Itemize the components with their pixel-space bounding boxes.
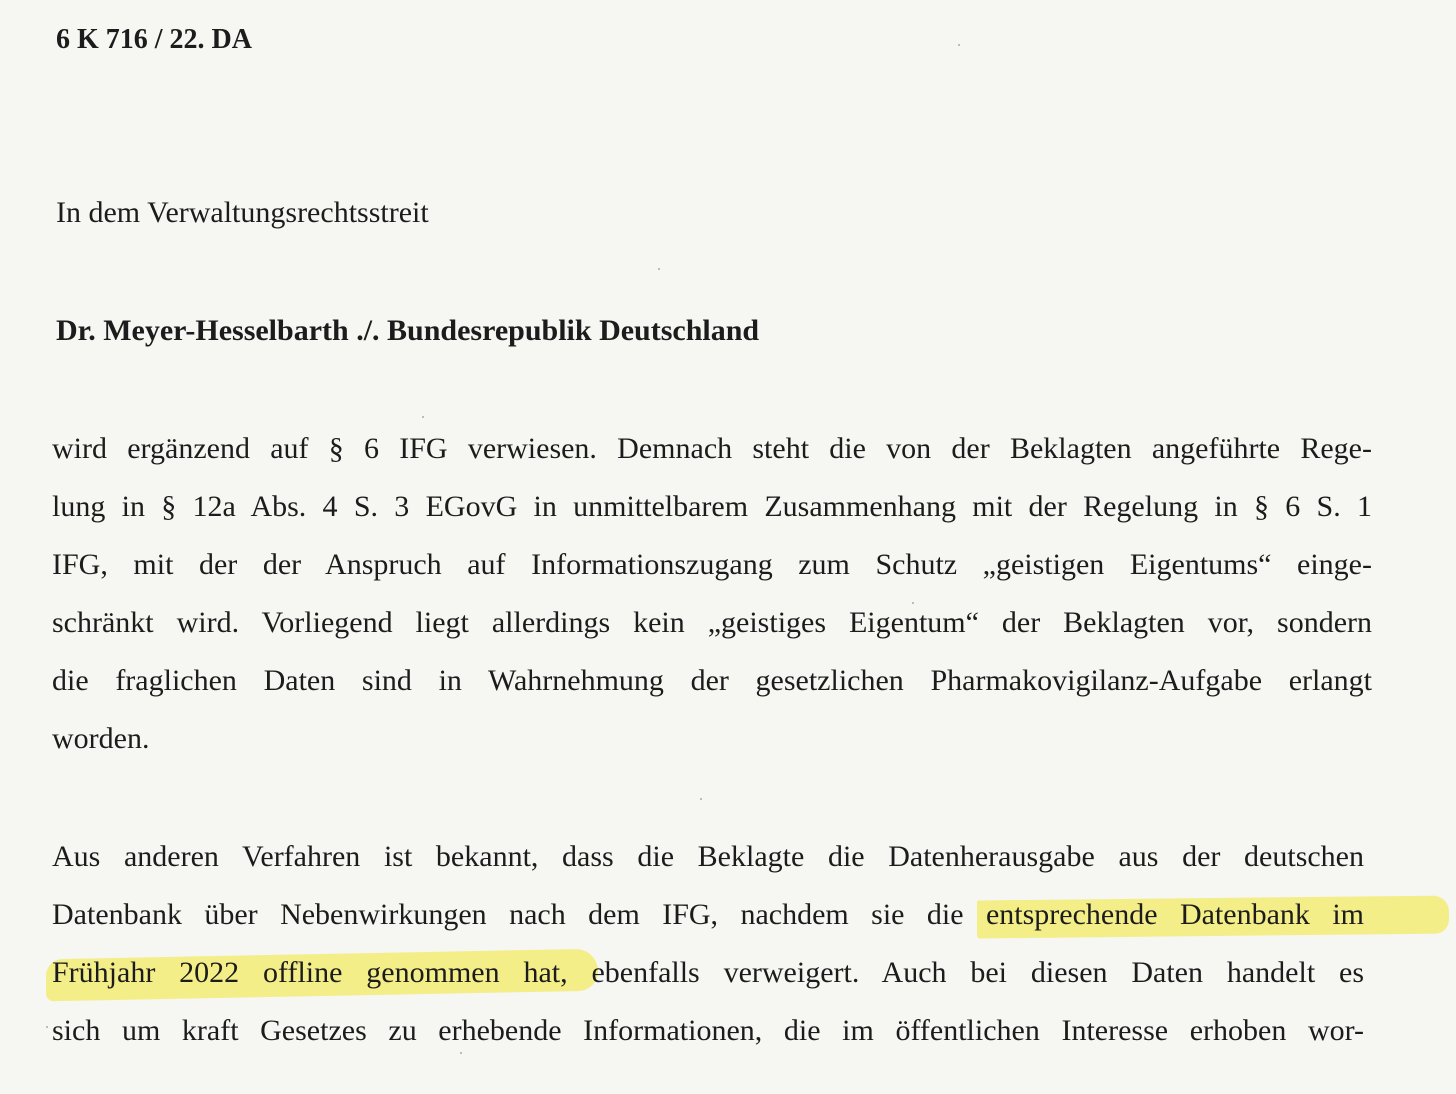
paragraph-1-line-5: die fraglichen Daten sind in Wahrnehmung der gesetzlichen Pharmakovigilanz-Aufgabe erlangt: [52, 664, 1372, 697]
intro-line: In dem Verwaltungsrechtsstreit: [56, 196, 429, 229]
paragraph-2-line-2-text: Datenbank über Nebenwirkungen nach dem IFG, nachdem sie die entsprechende Datenbank im: [52, 898, 1364, 931]
paragraph-2: [52, 828, 1364, 1060]
case-number: 6 K 716 / 22. DA: [56, 24, 252, 55]
parties-line: Dr. Meyer-Hesselbarth ./. Bundesrepublik Deutschland: [56, 314, 760, 347]
paragraph-1-line-2: lung in § 12a Abs. 4 S. 3 EGovG in unmittelbarem Zusammenhang mit der Regelung in § 6 S. 1: [52, 490, 1372, 523]
scan-speck: [46, 1026, 48, 1028]
scan-speck: [700, 798, 702, 800]
paragraph-1-line-6: worden.: [52, 722, 150, 755]
scan-speck: [958, 44, 960, 46]
paragraph-1-line-4: schränkt wird. Vorliegend liegt allerdings kein „geistiges Eigentum“ der Beklagten vor, sondern: [52, 606, 1372, 639]
paragraph-2-line-4: sich um kraft Gesetzes zu erhebende Informationen, die im öffentlichen Interesse erhoben wor-: [52, 1014, 1364, 1047]
paragraph-1-line-3: IFG, mit der der Anspruch auf Informationszugang zum Schutz „geistigen Eigentums“ einge-: [52, 548, 1372, 581]
scan-speck: [460, 1052, 462, 1054]
paragraph-2-line-3-text: Frühjahr 2022 offline genommen hat, ebenfalls verweigert. Auch bei diesen Daten handelt es: [52, 956, 1364, 989]
paragraph-2-line-2: [52, 886, 1364, 944]
paragraph-1: [52, 420, 1372, 768]
paragraph-2-line-1: Aus anderen Verfahren ist bekannt, dass die Beklagte die Datenherausgabe aus der deutschen: [52, 840, 1364, 873]
scan-speck: [658, 268, 660, 270]
paragraph-2-line-3: [52, 944, 1364, 1002]
scan-speck: [422, 416, 424, 418]
scan-speck: [912, 602, 914, 604]
paragraph-1-line-1: wird ergänzend auf § 6 IFG verwiesen. Demnach steht die von der Beklagten angeführte Rege-: [52, 432, 1372, 465]
